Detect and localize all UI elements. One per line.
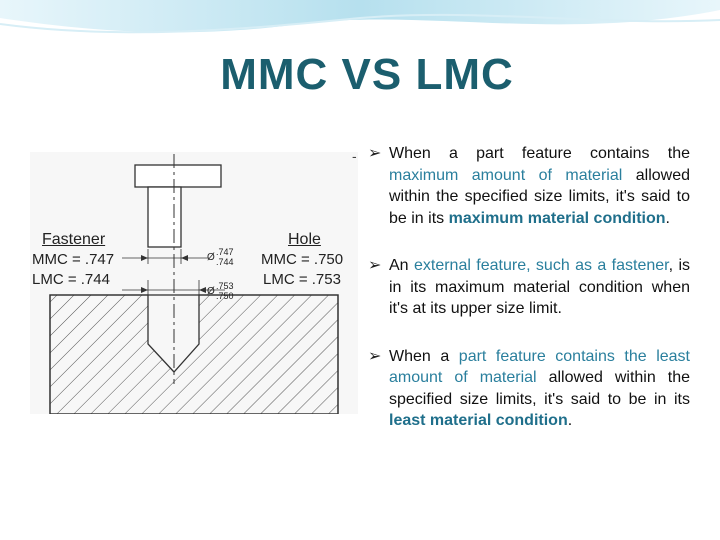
bullet-text-1: When a part feature contains the maximum amount of material allowed within the specified size limits, it's said to be in its maximum material condition.: [389, 145, 690, 227]
fastener-head: [135, 165, 221, 187]
hole-dim-top: .753: [216, 281, 234, 291]
hole-dim-bottom: .750: [216, 291, 234, 301]
fastener-mmc: MMC = .747: [32, 251, 115, 268]
hole-lmc: LMC = .753: [263, 271, 341, 288]
hole-mmc: MMC = .750: [261, 251, 344, 268]
diameter-symbol: Ø: [207, 252, 215, 263]
hatched-block: [50, 295, 338, 414]
fastener-shaft: [148, 187, 181, 247]
arrowhead-bullet-icon: ➢: [368, 257, 382, 274]
fastener-dim-bottom: .744: [216, 257, 234, 267]
arrowhead-bullet-icon: ➢: [368, 145, 382, 162]
bullet-item: [368, 143, 690, 229]
bullet-text-2: An external feature, such as a fastener, is in its maximum material condition when it's at its upper size limit.: [389, 257, 690, 317]
arrowhead-bullet-icon: ➢: [368, 347, 382, 365]
bullet-item: [368, 346, 690, 432]
fastener-dim-top: .747: [216, 247, 234, 257]
diameter-symbol: Ø: [207, 286, 215, 297]
hole-label: Hole: [288, 231, 321, 248]
fastener-label: Fastener: [42, 231, 106, 248]
leading-dash: -: [352, 148, 357, 164]
slide-title: MMC VS LMC: [220, 50, 514, 99]
bullet-item: [368, 255, 690, 320]
bullet-text-3: When a part feature contains the least amount of material allowed within the specified size limits, it's said to be in its least material condition.: [389, 347, 690, 429]
fastener-lmc: LMC = .744: [32, 271, 110, 288]
mmc-lmc-diagram: [30, 152, 358, 414]
bullet-list: [368, 143, 690, 458]
